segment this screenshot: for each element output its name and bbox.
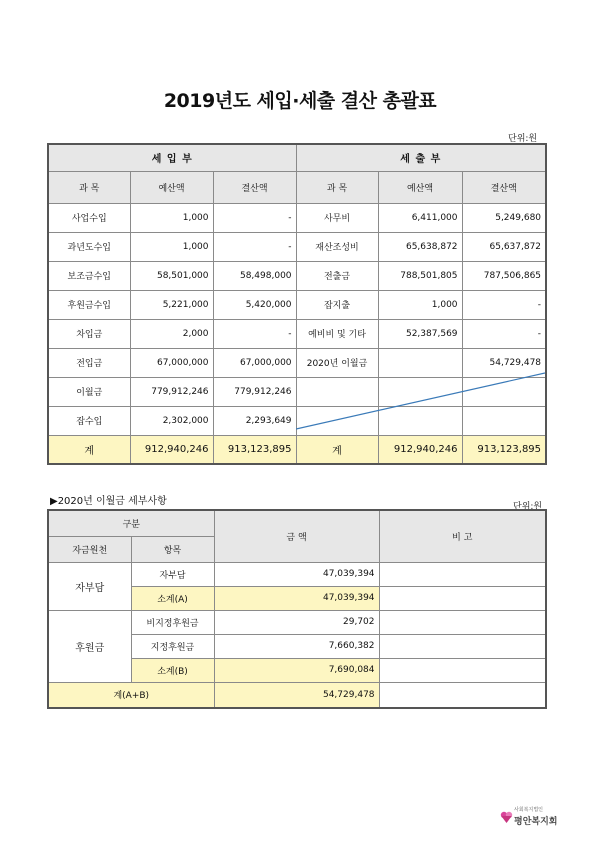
empty-cell [296, 406, 378, 435]
expense-budget: 788,501,805 [378, 261, 462, 290]
note-cell [379, 610, 546, 634]
amount-cell: 47,039,394 [214, 562, 379, 586]
col-header: 예산액 [130, 171, 213, 203]
income-item: 차입금 [48, 319, 130, 348]
income-item: 이월금 [48, 377, 130, 406]
table-row [48, 261, 546, 290]
expense-actual: 787,506,865 [462, 261, 546, 290]
summary-table [47, 143, 547, 465]
total-row [48, 435, 546, 464]
section-title: ▶2020년 이월금 세부사항 [50, 496, 167, 507]
income-actual: 2,293,649 [213, 406, 296, 435]
total-label: 계 [296, 435, 378, 464]
col-header: 결산액 [213, 171, 296, 203]
note-cell [379, 634, 546, 658]
income-budget: 779,912,246 [130, 377, 213, 406]
item-cell: 지정후원금 [131, 634, 214, 658]
total-expense-budget: 912,940,246 [378, 435, 462, 464]
note-cell [379, 658, 546, 682]
income-budget: 2,000 [130, 319, 213, 348]
expense-item: 재산조성비 [296, 232, 378, 261]
table-row [48, 232, 546, 261]
group-header: 구분 [48, 510, 214, 536]
note-header: 비 고 [379, 510, 546, 562]
unit-label: 단위:원 [513, 502, 543, 512]
expense-budget: 52,387,569 [378, 319, 462, 348]
expense-item: 사무비 [296, 203, 378, 232]
amount-header: 금 액 [214, 510, 379, 562]
amount-cell: 47,039,394 [214, 586, 379, 610]
table-row [48, 377, 546, 406]
income-actual: 5,420,000 [213, 290, 296, 319]
grand-total-label: 계(A+B) [48, 682, 214, 708]
expense-item: 2020년 이월금 [296, 348, 378, 377]
amount-cell: 29,702 [214, 610, 379, 634]
logo-name: 평안복지회 [514, 817, 558, 827]
income-budget: 1,000 [130, 203, 213, 232]
income-actual: 779,912,246 [213, 377, 296, 406]
heart-logo-icon [500, 810, 513, 824]
table-row [48, 319, 546, 348]
table-row [48, 610, 546, 634]
note-cell [379, 682, 546, 708]
income-actual: 58,498,000 [213, 261, 296, 290]
income-actual: - [213, 232, 296, 261]
table-row [48, 562, 546, 586]
item-cell: 비지정후원금 [131, 610, 214, 634]
table-row [48, 348, 546, 377]
col-header: 과 목 [296, 171, 378, 203]
item-header: 항목 [131, 536, 214, 562]
note-cell [379, 586, 546, 610]
income-budget: 58,501,000 [130, 261, 213, 290]
col-header: 과 목 [48, 171, 130, 203]
table-row [48, 203, 546, 232]
unit-label: 단위:원 [508, 134, 538, 144]
expense-actual: 65,637,872 [462, 232, 546, 261]
income-budget: 67,000,000 [130, 348, 213, 377]
total-label: 계 [48, 435, 130, 464]
empty-cell [462, 377, 546, 406]
total-row [48, 682, 546, 708]
expense-budget [378, 348, 462, 377]
empty-cell [462, 406, 546, 435]
income-budget: 5,221,000 [130, 290, 213, 319]
expense-header: 세 출 부 [296, 144, 546, 171]
income-item: 잡수입 [48, 406, 130, 435]
source-cell: 후원금 [48, 610, 131, 682]
item-cell: 소계(B) [131, 658, 214, 682]
note-cell [379, 562, 546, 586]
income-budget: 2,302,000 [130, 406, 213, 435]
amount-cell: 7,690,084 [214, 658, 379, 682]
page-title: 2019년도 세입·세출 결산 총괄표 [163, 90, 437, 112]
income-item: 전입금 [48, 348, 130, 377]
income-budget: 1,000 [130, 232, 213, 261]
expense-actual: - [462, 290, 546, 319]
expense-actual: - [462, 319, 546, 348]
expense-budget: 65,638,872 [378, 232, 462, 261]
expense-item: 예비비 및 기타 [296, 319, 378, 348]
income-item: 보조금수입 [48, 261, 130, 290]
expense-actual: 54,729,478 [462, 348, 546, 377]
income-actual: 67,000,000 [213, 348, 296, 377]
expense-item: 잡지출 [296, 290, 378, 319]
expense-budget: 6,411,000 [378, 203, 462, 232]
income-item: 사업수입 [48, 203, 130, 232]
source-cell: 자부담 [48, 562, 131, 610]
total-income-actual: 913,123,895 [213, 435, 296, 464]
empty-cell [378, 406, 462, 435]
table-row [48, 406, 546, 435]
expense-actual: 5,249,680 [462, 203, 546, 232]
organization-logo [500, 806, 572, 830]
income-actual: - [213, 319, 296, 348]
col-header: 결산액 [462, 171, 546, 203]
income-header: 세 입 부 [48, 144, 296, 171]
table-row [48, 290, 546, 319]
carryover-table [47, 509, 547, 709]
empty-cell [378, 377, 462, 406]
item-cell: 소계(A) [131, 586, 214, 610]
empty-cell [296, 377, 378, 406]
col-header: 예산액 [378, 171, 462, 203]
item-cell: 자부담 [131, 562, 214, 586]
total-expense-actual: 913,123,895 [462, 435, 546, 464]
income-item: 과년도수입 [48, 232, 130, 261]
grand-total-amount: 54,729,478 [214, 682, 379, 708]
expense-item: 전출금 [296, 261, 378, 290]
logo-subtitle: 사회복지법인 [514, 807, 543, 813]
source-header: 자금원천 [48, 536, 131, 562]
amount-cell: 7,660,382 [214, 634, 379, 658]
expense-budget: 1,000 [378, 290, 462, 319]
total-income-budget: 912,940,246 [130, 435, 213, 464]
income-item: 후원금수입 [48, 290, 130, 319]
income-actual: - [213, 203, 296, 232]
